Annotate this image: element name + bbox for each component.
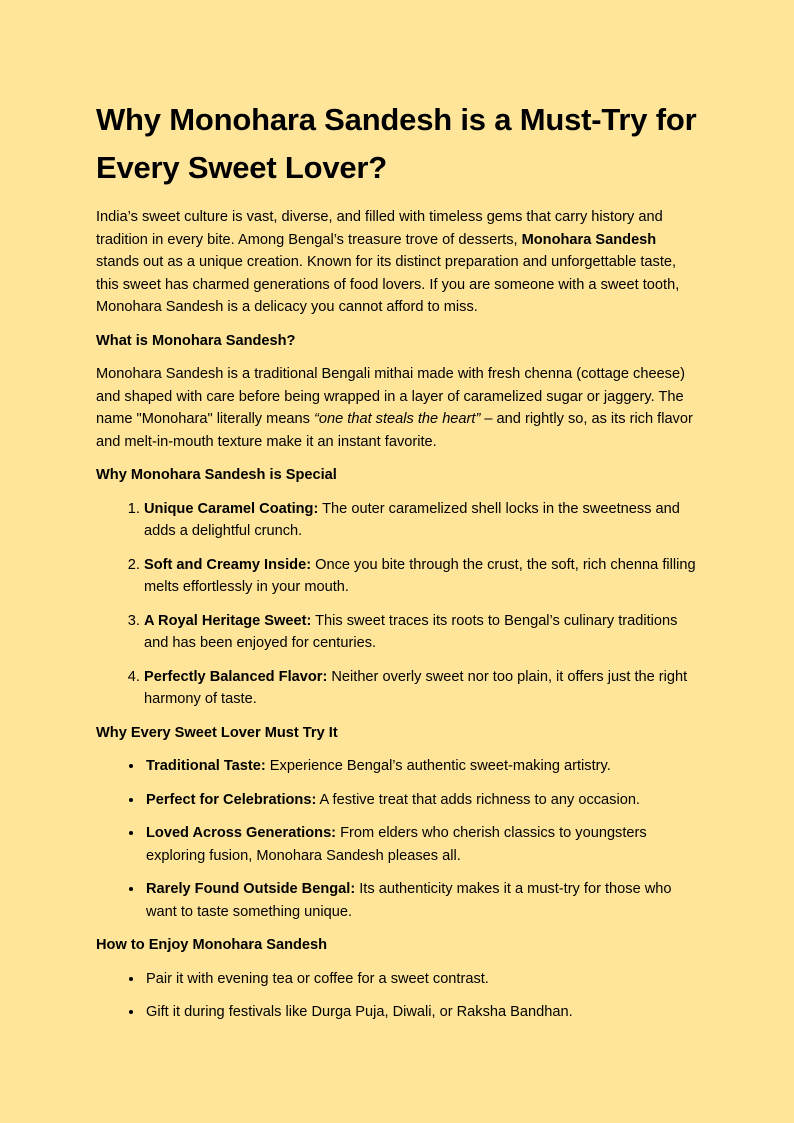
list-item-text: Its authenticity makes it a must-try for those who want to taste something unique. [146,881,672,920]
enjoy-list [96,968,698,1024]
what-text-1: Monohara Sandesh is a traditional Bengali mithai made with fresh chenna (cottage cheese) and shaped with care before being wrapped in a layer of caramelized sugar or jaggery. The name "Monohara" literally means [96,366,685,427]
list-item-bold: Loved Across Generations: [146,825,337,841]
list-item-text: A festive treat that adds richness to any occasion. [316,791,640,808]
list-item [144,822,698,867]
list-item: • Pair it with evening tea or coffee for a sweet contrast. [144,968,698,991]
list-item-bold: Soft and Creamy Inside: [144,556,312,573]
list-item [144,610,698,655]
what-italic: “one that steals the heart” [314,411,481,427]
list-item-bold: A Royal Heritage Sweet: [144,612,312,629]
list-item [144,878,698,923]
what-paragraph [96,363,698,453]
list-item-bold: Unique Caramel Coating: [144,500,319,517]
list-item-bold: Perfect for Celebrations: [146,791,317,808]
list-item-text: From elders who cherish classics to youngsters exploring fusion, Monohara Sandesh pleases all. [146,825,647,864]
intro-bold: Monohara Sandesh [521,231,657,248]
what-text-2: – and rightly so, as its rich flavor and melt-in-mouth texture make it an instant favorite. [96,411,693,450]
list-item [144,554,698,599]
list-item [144,755,698,778]
heading-special: Why Monohara Sandesh is Special [96,467,337,483]
intro-text-1: India’s sweet culture is vast, diverse, and filled with timeless gems that carry history and tradition in every bite. Among Bengal’s treasure trove of desserts, [96,209,663,248]
list-item: • Gift it during festivals like Durga Puja, Diwali, or Raksha Bandhan. [144,1001,698,1024]
list-item-text: Experience Bengal’s authentic sweet-making artistry. [265,758,611,774]
list-item [144,666,698,711]
intro-text-2: stands out as a unique creation. Known for its distinct preparation and unforgettable taste, this sweet has charmed generations of food lovers. If you are someone with a sweet tooth, Monohara Sandesh is a delicacy you cannot afford to miss. [96,254,680,315]
heading-try: Why Every Sweet Lover Must Try It [96,724,338,741]
list-item [144,498,698,543]
list-item-text: Once you bite through the crust, the soft, rich chenna filling melts effortlessly in your mouth. [144,556,696,595]
intro-paragraph [96,206,698,319]
list-item-text: This sweet traces its roots to Bengal’s culinary traditions and has been enjoyed for centuries. [144,612,678,651]
list-item [144,789,698,812]
list-item-bold: Rarely Found Outside Bengal: [146,881,356,897]
try-list [96,755,698,923]
list-item-bold: Perfectly Balanced Flavor: [144,668,328,685]
special-list [96,498,698,711]
heading-enjoy: How to Enjoy Monohara Sandesh [96,937,328,953]
list-item-bold: Traditional Taste: [146,758,266,774]
list-item-text: The outer caramelized shell locks in the sweetness and adds a delightful crunch. [144,500,680,539]
list-item-text: Neither overly sweet nor too plain, it offers just the right harmony of taste. [144,668,688,707]
heading-what: What is Monohara Sandesh? [96,332,296,349]
page-title: Why Monohara Sandesh is a Must-Try for Every Sweet Lover? [96,102,697,185]
